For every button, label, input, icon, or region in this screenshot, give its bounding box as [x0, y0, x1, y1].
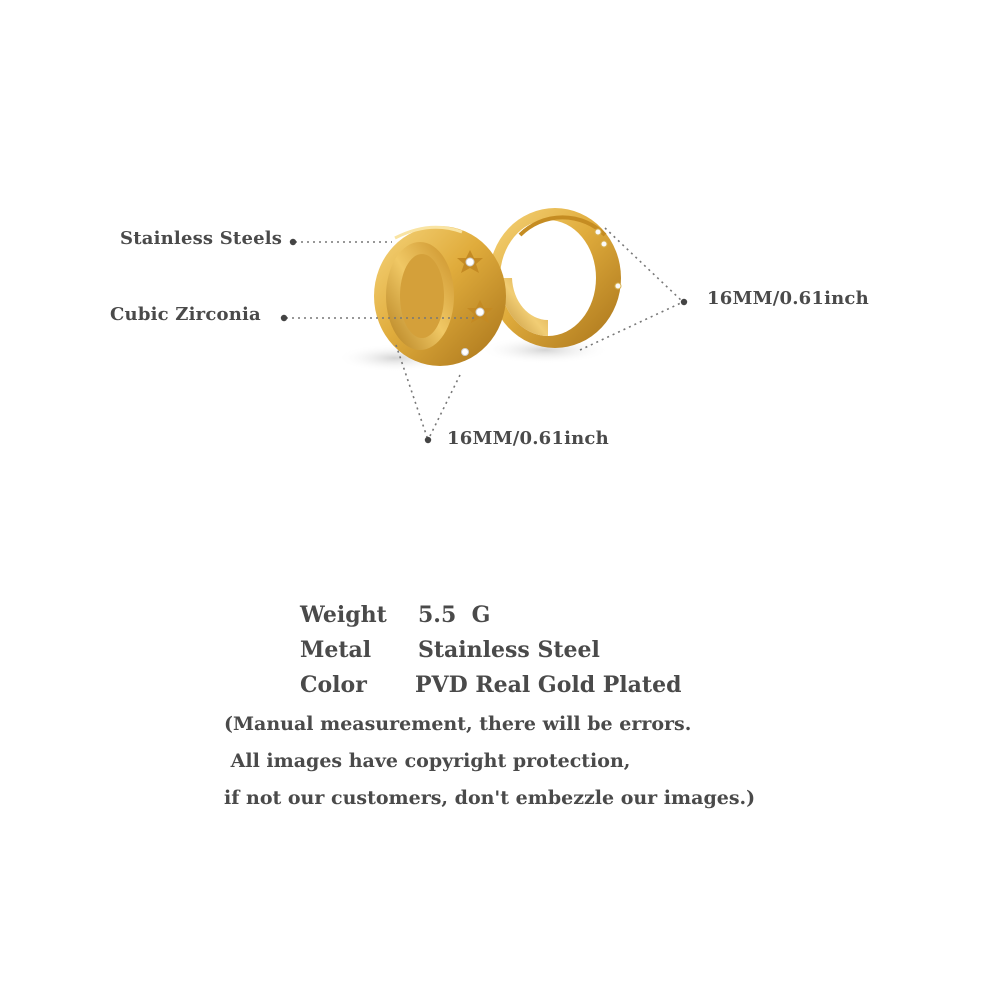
- note-line: if not our customers, don't embezzle our images.): [224, 787, 756, 809]
- callout-material: Stainless Steels: [120, 228, 283, 249]
- right-hoop-earring: [489, 208, 621, 348]
- callout-size-side: 16MM/0.61inch: [707, 288, 869, 309]
- spec-value: 5.5 G: [418, 602, 491, 628]
- spec-value: Stainless Steel: [418, 637, 600, 663]
- note-line: (Manual measurement, there will be errors.: [224, 713, 692, 735]
- callout-dot: [281, 315, 287, 321]
- spec-value: PVD Real Gold Plated: [415, 672, 682, 698]
- callout-stone: Cubic Zirconia: [110, 304, 261, 325]
- spec-label: Metal: [300, 637, 372, 663]
- spec-row-metal: [300, 633, 681, 668]
- spec-table: [300, 598, 681, 703]
- spec-row-weight: [300, 598, 681, 633]
- callout-dot: [681, 299, 687, 305]
- spec-row-color: [300, 668, 681, 703]
- copyright-note: [224, 706, 755, 817]
- callout-size-bottom: 16MM/0.61inch: [447, 428, 609, 449]
- spec-label: Weight: [300, 602, 387, 628]
- left-hoop-earring: [374, 226, 506, 366]
- spec-label: Color: [300, 672, 367, 698]
- callout-dot: [290, 239, 296, 245]
- callout-dot: [425, 437, 431, 443]
- note-line: All images have copyright protection,: [224, 750, 631, 772]
